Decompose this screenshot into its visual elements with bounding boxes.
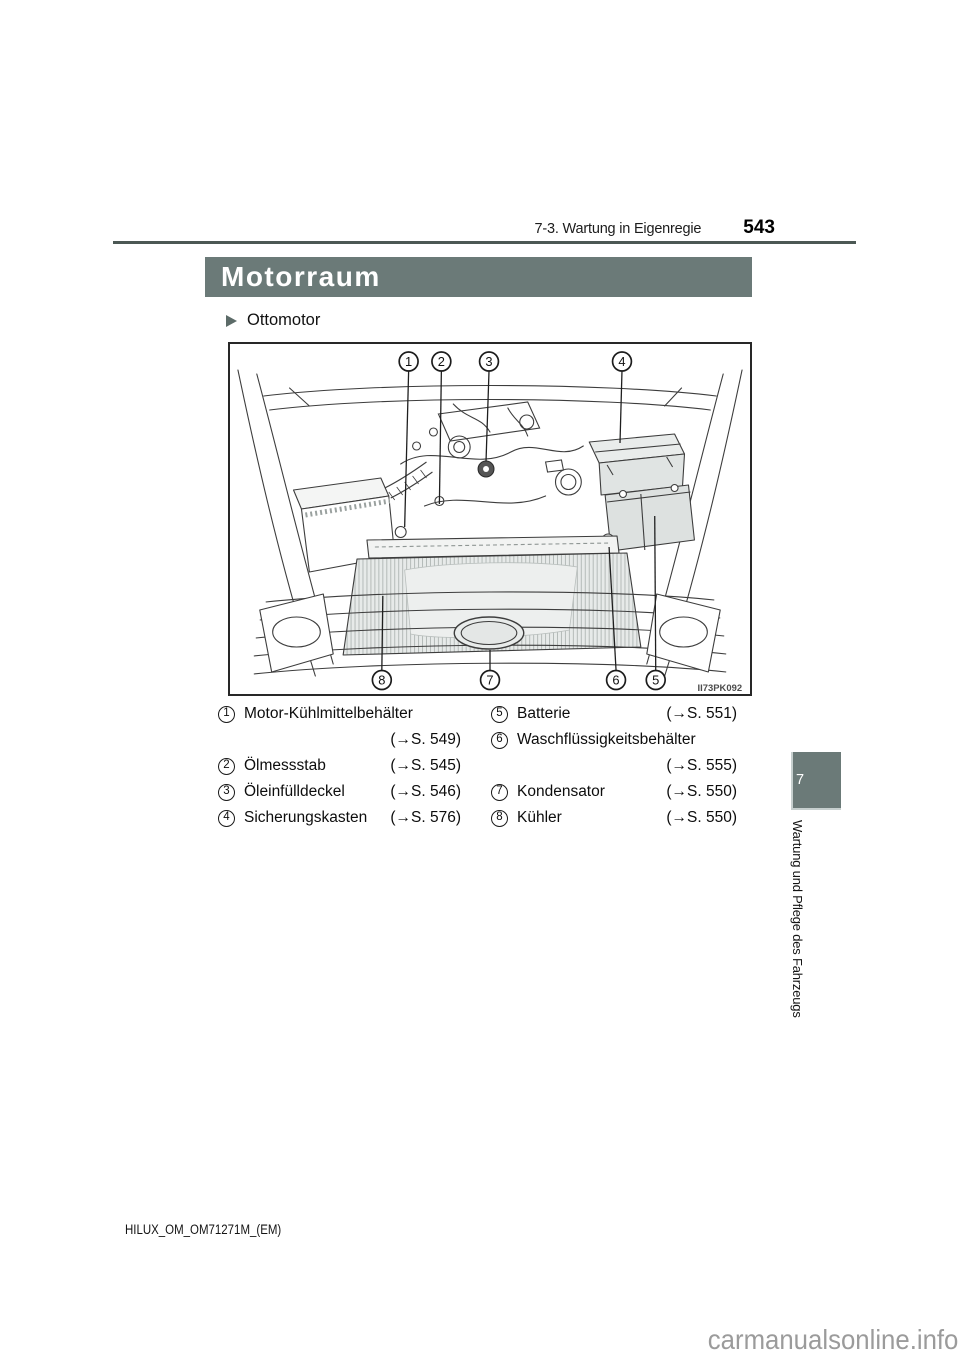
legend-label-6: Waschflüssigkeitsbehälter (517, 731, 696, 748)
legend-item-5 (491, 701, 737, 727)
chapter-vertical-label: Wartung und Pflege des Fahrzeugs (790, 820, 805, 1018)
legend-label-8: Kühler (517, 809, 562, 826)
figure-callout-1 (399, 352, 418, 371)
engine-block (401, 402, 584, 506)
legend-label-2: Ölmessstab (244, 757, 326, 774)
engine-variant-label: Ottomotor (247, 311, 321, 329)
page-reference-3: (→S. 546) (390, 783, 461, 800)
oil-filler-cap (478, 461, 494, 477)
svg-text:5: 5 (652, 672, 660, 688)
circled-number-3: 3 (218, 784, 235, 801)
legend-item-3 (218, 779, 461, 805)
page-reference-5: (→S. 551) (666, 705, 737, 722)
svg-text:7: 7 (486, 672, 494, 688)
triangle-bullet-icon (226, 315, 237, 327)
page-reference-7: (→S. 550) (666, 783, 737, 800)
figure-callout-7 (481, 671, 500, 690)
page-header (113, 217, 775, 239)
circled-number-7: 7 (491, 784, 508, 801)
legend-right-column (491, 701, 737, 831)
legend-item-4 (218, 805, 461, 831)
page-reference-1: (→S. 549) (390, 731, 461, 748)
figure-callout-4 (613, 352, 632, 371)
page-reference-8: (→S. 550) (666, 809, 737, 826)
headlight-left (260, 594, 333, 672)
circled-number-6: 6 (491, 732, 508, 749)
legend-item-1 (218, 701, 461, 727)
header-rule (113, 241, 856, 244)
grille-emblem (454, 617, 523, 649)
page-reference-2: (→S. 545) (390, 757, 461, 774)
legend-item-7 (491, 779, 737, 805)
circled-number-8: 8 (491, 810, 508, 827)
svg-text:2: 2 (437, 353, 445, 370)
figure-callout-2 (432, 352, 451, 371)
document-id: HILUX_OM_OM71271M_(EM) (125, 1222, 282, 1237)
figure-callout-5 (646, 671, 665, 690)
figure-code: II73PK092 (697, 682, 743, 694)
page-reference-6: (→S. 555) (666, 757, 737, 774)
engine-bay-drawing (230, 344, 750, 694)
svg-text:3: 3 (485, 353, 493, 370)
legend-item-8 (491, 805, 737, 831)
svg-text:4: 4 (618, 353, 626, 370)
legend-label-3: Öleinfülldeckel (244, 783, 345, 800)
chapter-tab (791, 752, 841, 810)
svg-text:1: 1 (405, 353, 413, 370)
engine-bay-figure (228, 342, 752, 696)
circled-number-1: 1 (218, 706, 235, 723)
page-title (205, 257, 752, 297)
headlight-right (647, 594, 720, 672)
legend-item-6-ref (491, 753, 737, 779)
circled-number-5: 5 (491, 706, 508, 723)
circled-number-4: 4 (218, 810, 235, 827)
figure-callout-3 (480, 352, 499, 371)
legend-left-column (218, 701, 461, 831)
svg-text:6: 6 (612, 672, 620, 688)
coolant-reservoir-cap (395, 527, 406, 538)
fuse-box (589, 434, 684, 495)
figure-callout-6 (607, 671, 626, 690)
chapter-tab-number: 7 (796, 772, 805, 788)
battery (605, 485, 694, 552)
engine-variant-row (226, 311, 320, 330)
circled-number-2: 2 (218, 758, 235, 775)
svg-text:8: 8 (378, 672, 386, 688)
legend-item-6 (491, 727, 737, 753)
legend-label-7: Kondensator (517, 783, 605, 800)
figure-callout-8 (372, 671, 391, 690)
legend-item-2 (218, 753, 461, 779)
legend-label-4: Sicherungskasten (244, 809, 368, 826)
legend-item-1-ref (218, 727, 461, 753)
page-number: 543 (743, 217, 775, 238)
watermark: carmanualsonline.info (707, 1324, 958, 1355)
section-title: 7-3. Wartung in Eigenregie (534, 221, 702, 237)
legend-label-1: Motor-Kühlmittelbehälter (244, 705, 413, 722)
page-title-text: Motorraum (221, 261, 381, 292)
legend-label-5: Batterie (517, 705, 571, 722)
page-reference-4: (→S. 576) (390, 809, 461, 826)
